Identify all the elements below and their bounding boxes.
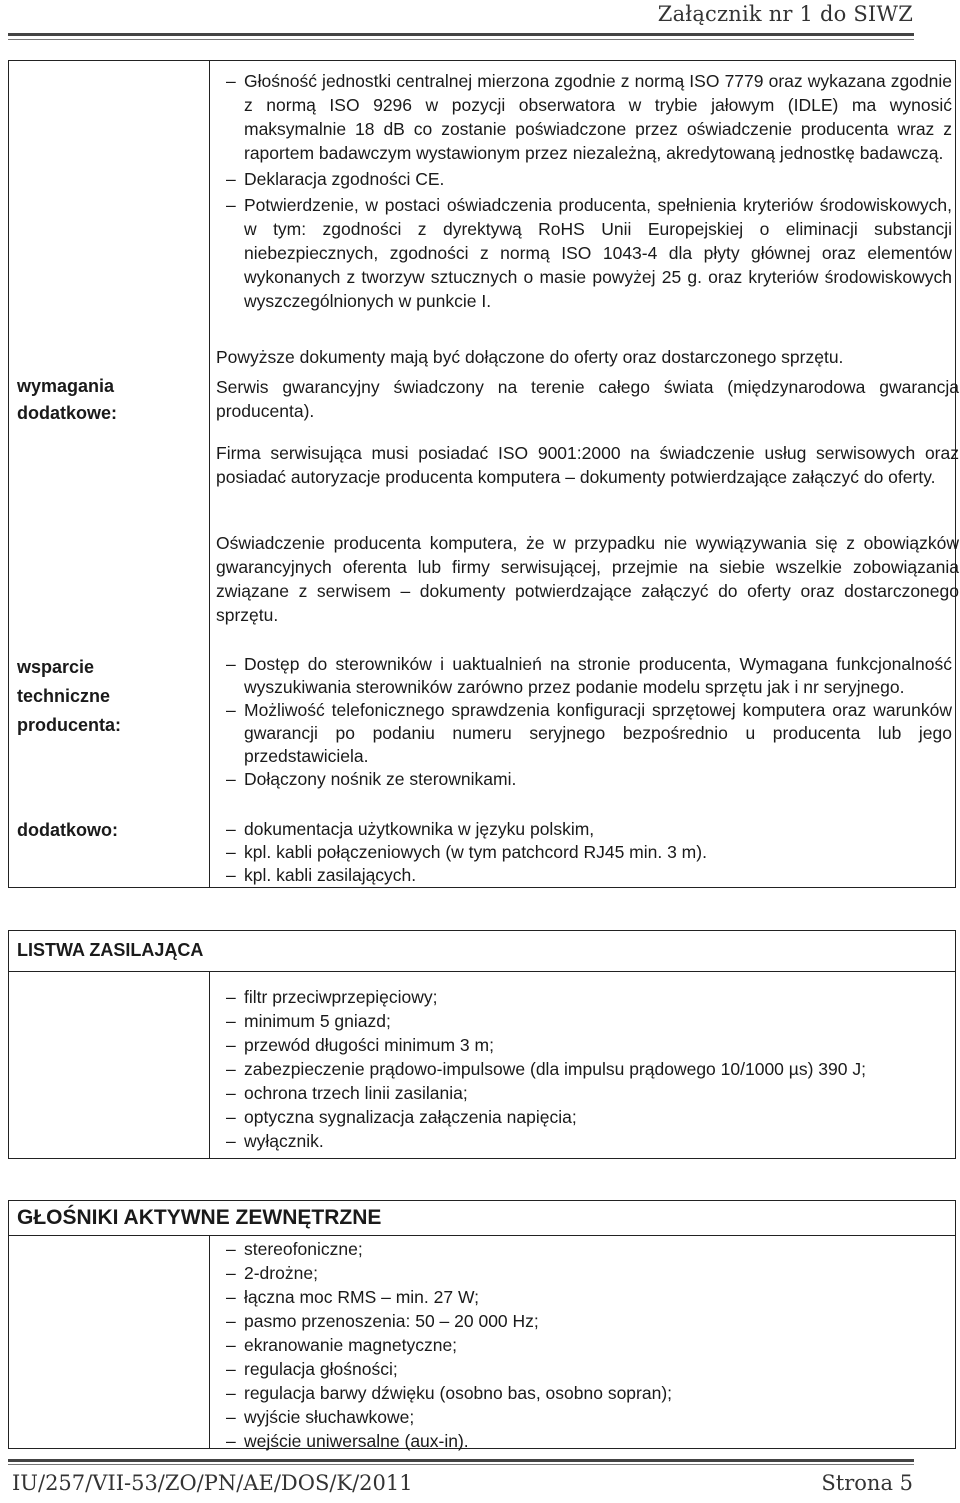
list-item: – dokumentacja użytkownika w języku polskim, — [222, 818, 952, 841]
manufacturer-statement-text: Oświadczenie producenta komputera, że w przypadku nie wywiązywania się z obowiązków gwarancyjnych oferenta lub firmy serwisującej, przejmie na siebie wszelkie zobowiązania związane z serwisem – dokumenty potwierdzające załączyć do oferty oraz dostarczonego sprzętu. — [216, 533, 959, 625]
list-item: – regulacja barwy dźwięku (osobno bas, osobno sopran); — [222, 1381, 952, 1405]
footer-rule — [8, 1459, 914, 1465]
list-item: – ochrona trzech linii zasilania; — [222, 1081, 952, 1105]
header-title: Załącznik nr 1 do SIWZ — [657, 2, 913, 26]
column-divider — [209, 971, 210, 1158]
column-divider — [209, 61, 210, 887]
list-item: – zabezpieczenie prądowo-impulsowe (dla impulsu prądowego 10/1000 µs) 390 J; — [222, 1057, 952, 1081]
support-items-list — [222, 653, 952, 791]
list-item: – przewód długości minimum 3 m; — [222, 1033, 952, 1057]
warranty-service-text: Serwis gwarancyjny świadczony na terenie całego świata (międzynarodowa gwarancja producenta). — [216, 377, 959, 421]
list-item: – Głośność jednostki centralnej mierzona zgodnie z normą ISO 7779 oraz wykazana zgodnie z normą ISO 9296 w pozycji obserwatora w trybie jałowym (IDLE) ma wynosić maksymalnie 18 dB co zostanie poświadczone przez oświadczenie producenta wraz z raportem badawczym wystawionym przez niezależną, akredytowaną jednostkę badawczą. — [222, 69, 952, 165]
list-item: – Deklaracja zgodności CE. — [222, 167, 952, 191]
top-items-list — [222, 69, 952, 313]
list-item: – pasmo przenoszenia: 50 – 20 000 Hz; — [222, 1309, 952, 1333]
extras-list — [222, 818, 952, 887]
label-wsparcie-techniczne: wsparcie techniczne producenta: — [17, 657, 122, 735]
listwa-table — [8, 971, 956, 1159]
list-item: – wejście uniwersalne (aux-in). — [222, 1429, 952, 1453]
list-item: – wyłącznik. — [222, 1129, 952, 1153]
listwa-list — [222, 985, 952, 1153]
list-item: – optyczna sygnalizacja załączenia napięcia; — [222, 1105, 952, 1129]
service-company-text: Firma serwisująca musi posiadać ISO 9001:2000 na świadczenie usług serwisowych oraz posiadać autoryzacje producenta komputera – dokumenty potwierdzające załączyć do oferty. — [216, 443, 959, 487]
column-divider — [209, 1235, 210, 1448]
list-item: – ekranowanie magnetyczne; — [222, 1333, 952, 1357]
footer-doc-id: IU/257/VII-53/ZO/PN/AE/DOS/K/2011 — [12, 1471, 413, 1495]
glosniki-title: GŁOŚNIKI AKTYWNE ZEWNĘTRZNE — [17, 1206, 382, 1229]
list-item: – Dostęp do sterowników i uaktualnień na stronie producenta, Wymagana funkcjonalność wyszukiwania sterowników zarówno przez podanie modelu sprzętu jak i nr seryjnego. — [222, 653, 952, 699]
glosniki-list — [222, 1237, 952, 1453]
glosniki-table — [8, 1235, 956, 1449]
header-rule — [8, 33, 914, 40]
list-item: – kpl. kabli zasilających. — [222, 864, 952, 887]
requirements-table — [8, 60, 959, 888]
list-item: – 2-drożne; — [222, 1261, 952, 1285]
list-item: – kpl. kabli połączeniowych (w tym patchcord RJ45 min. 3 m). — [222, 841, 952, 864]
list-item: – Możliwość telefonicznego sprawdzenia konfiguracji sprzętowej komputera oraz warunków gwarancji po podaniu numeru seryjnego bezpośrednio u producenta lub jego przedstawiciela. — [222, 699, 952, 768]
listwa-title: LISTWA ZASILAJĄCA — [17, 940, 204, 960]
label-dodatkowo: dodatkowo: — [17, 820, 118, 840]
list-item: – filtr przeciwprzepięciowy; — [222, 985, 952, 1009]
list-item: – stereofoniczne; — [222, 1237, 952, 1261]
section-title-glosniki — [8, 1200, 956, 1236]
section-title-listwa — [8, 930, 956, 972]
list-item: – wyjście słuchawkowe; — [222, 1405, 952, 1429]
footer-page-number: Strona 5 — [821, 1471, 913, 1495]
list-item: – regulacja głośności; — [222, 1357, 952, 1381]
list-item: – Dołączony nośnik ze sterownikami. — [222, 768, 952, 791]
list-item: – Potwierdzenie, w postaci oświadczenia producenta, spełnienia kryteriów środowiskowych, w tym: zgodności z dyrektywą RoHS Unii Europejskiej o eliminacji substancji niebezpiecznych, zgodności z normą ISO 1043-4 dla płyty głównej oraz elementów wykonanych z tworzyw sztucznych o masie powyżej 25 g. oraz kryteriów środowiskowych wyszczególnionych w punkcie I. — [222, 193, 952, 313]
label-wymagania-dodatkowe: wymagania dodatkowe: — [17, 376, 118, 423]
list-item: – minimum 5 gniazd; — [222, 1009, 952, 1033]
documents-note: Powyższe dokumenty mają być dołączone do oferty oraz dostarczonego sprzętu. — [216, 347, 844, 367]
list-item: – łączna moc RMS – min. 27 W; — [222, 1285, 952, 1309]
